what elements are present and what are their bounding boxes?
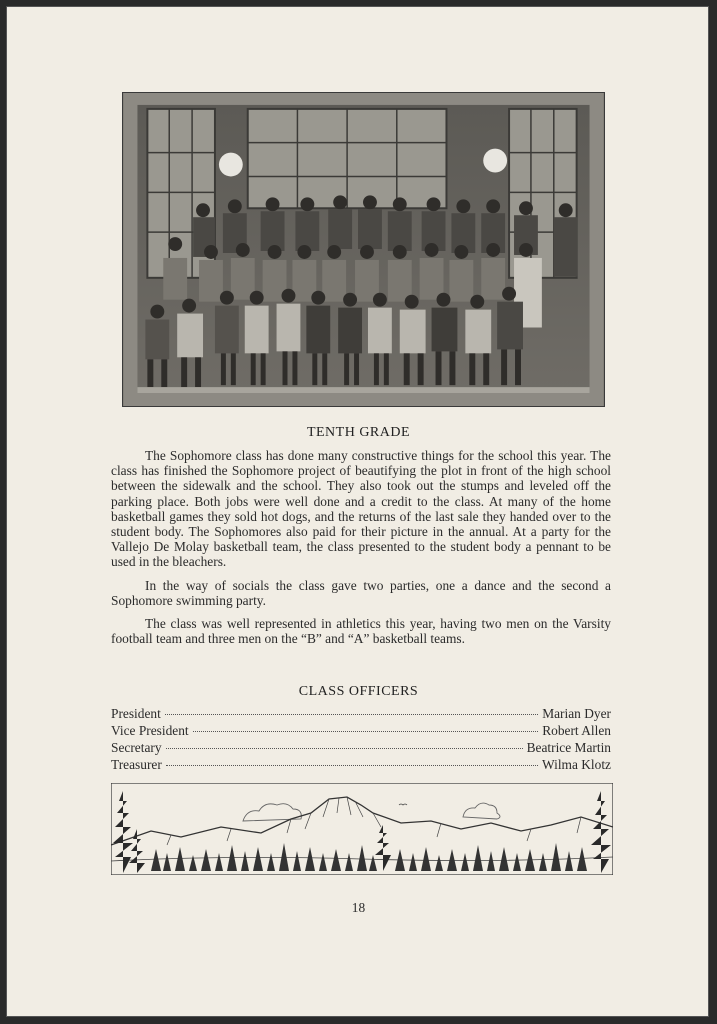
yearbook-page [6,6,709,1017]
officer-row [111,757,611,774]
officers-list [111,706,611,774]
mountain-landscape-drawing [111,783,613,875]
dot-leader [193,731,539,732]
dot-leader [166,765,538,766]
officer-role: President [111,706,161,721]
officers-heading: CLASS OFFICERS [298,684,419,699]
officer-row [111,740,611,757]
officer-name: Beatrice Martin [526,740,611,755]
page-number: 18 [351,900,366,915]
dot-leader [165,714,538,715]
body-text [111,448,611,654]
dot-leader [166,748,523,749]
officer-role: Treasurer [111,757,162,772]
paragraph: In the way of socials the class gave two parties, one a dance and the second a Sophomore swimming party. [111,577,611,608]
officer-name: Robert Allen [542,723,611,738]
class-photo-image [123,93,604,406]
officer-role: Vice President [111,723,189,738]
mountain-forest-illustration [111,783,613,875]
officer-row [111,723,611,740]
officer-row [111,706,611,723]
officer-name: Wilma Klotz [542,757,611,772]
paragraph: The Sophomore class has done many constructive things for the school this year. The class has finished the Sophomore project of beautifying the plot in front of the high school between the sidewalk and the school. They also took out the stumps and leveled off the parking place. Both jobs were well done and a credit to the class. At many of the home basketball games they sold hot dogs, and the returns of the last sale they handed over to the student body. The Sophomores also paid for their picture in the annual. At a party for the Vallejo De Molay basketball team, the class presented to the student body a pennant to be used in the bleachers. [111,448,611,570]
officer-role: Secretary [111,740,162,755]
paragraph: The class was well represented in athletics this year, having two men on the Varsity football team and three men on the “B” and “A” basketball teams. [111,616,611,647]
class-photo [122,92,605,407]
page-title: TENTH GRADE [306,425,411,440]
officer-name: Marian Dyer [542,706,611,721]
